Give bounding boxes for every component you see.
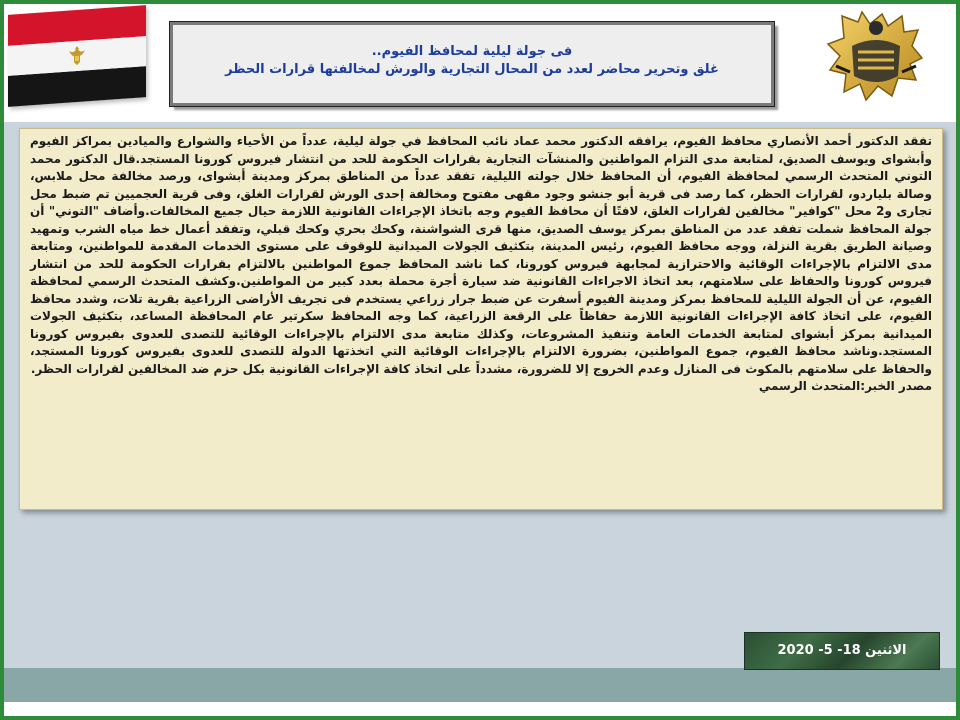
headline-box — [170, 22, 774, 106]
date-badge — [744, 632, 940, 670]
fayoum-governorate-emblem-icon — [822, 6, 930, 104]
eagle-icon — [67, 43, 87, 68]
date-text: الاثنين 18- 5- 2020 — [777, 643, 907, 658]
headline-subtitle: غلق وتحرير محاضر لعدد من المحال التجارية والورش لمخالفتها قرارات الحظر — [225, 62, 719, 77]
egypt-flag-icon — [8, 5, 146, 107]
headline-title: فى جولة ليلية لمحافظ الفيوم.. — [371, 44, 573, 59]
footer-strip — [4, 702, 956, 716]
article-panel — [19, 128, 943, 510]
footer-band — [4, 668, 956, 702]
article-source: مصدر الخبر:المتحدث الرسمي — [758, 379, 932, 393]
article-body: تفقد الدكتور أحمد الأنصاري محافظ الفيوم، يرافقه الدكتور محمد عماد نائب المحافظ في جولة ليلية، عدداً من الأحياء والشوارع والميادين بمراكز الفيوم وأبشواى ويوسف الصديق، لمتابعة مدى التزام المواطنين والمنشآت التجارية بقرارات الحكومة للحد من انتشار فيروس كورونا المستجد.قال الدكتور محمد التوني المتحدث الرسمي لمحافظة الفيوم، أن المحافظ خلال جولته الليلية، تفقد عدداً من المناطق بمركز ومدينة أبشواى، ورصد مخالفة محل ملابس، وصالة بلياردو، لقرارات الحظر، كما رصد فى قرية أبو جنشو وجود مقهى مفتوح ومخالفة إحدى الورش لقرارات الغلق، وفى قرية العجميين تم ضبط محل تجارى و2 محل "كوافير" مخالفين لقرارات الغلق، لافتًا أن محافظ الفيوم وجه باتخاذ الإجراءات القانونية اللازمة حيال جميع المخالفات.وأضاف "التوني" أن جولة المحافظ شملت تفقد عدد من المناطق بمركز يوسف الصديق، منها قرى الشواشنة، وكحك بحري وكحك قبلي، وتفقد أعمال خط مياه الشرب وتمهيد وصيانة الطريق بقرية النزلة، ووجه محافظ الفيوم، رئيس المدينة، بتكثيف الجولات الميدانية للوقوف على مستوى الخدمات المقدمة للمواطنين، ومتابعة مدى الالتزام بالإجراءات الوقائية والاحترازية لمجابهة فيروس كورونا، كما ناشد المحافظ جموع المواطنين بالالتزام بقرارات الحكومة للحد من انتشار فيروس كورونا والحفاظ على سلامتهم، بعد اتخاذ الاجراءات القانونية ضد سيارة أجرة محملة بعدد كبير من المواطنين.وكشف المتحدث الرسمي لمحافظة الفيوم، عن أن الجولة الليلية للمحافظ بمركز ومدينة الفيوم أسفرت عن ضبط جرار زراعي يستخدم فى تجريف الأراضى الزراعية بقرية تلات، وشدد محافظ الفيوم، على اتخاذ كافة الإجراءات القانونية اللازمة حفاظاً على الرقعة الزراعية، كما وجه المحافظ سكرتير عام المحافظة المساعد، بتكثيف الجولات الميدانية بمركز أبشواى لمتابعة الخدمات العامة وتنفيذ المشروعات، وكذلك متابعة مدى الالتزام بالإجراءات الوقائية للتصدى للعدوى بفيروس كورونا المستجد.وناشد محافظ الفيوم، جموع المواطنين، بضرورة الالتزام بالإجراءات الوقائية التي اتخذتها الدولة للتصدى للعدوى بفيروس كورونا المستجد، والحفاظ على سلامتهم بالمكوث فى المنازل وعدم الخروج إلا للضرورة، مشدداً على اتخاذ كافة الإجراءات القانونية بكل حزم ضد المخالفين لقرارات الحظر. — [30, 134, 932, 376]
